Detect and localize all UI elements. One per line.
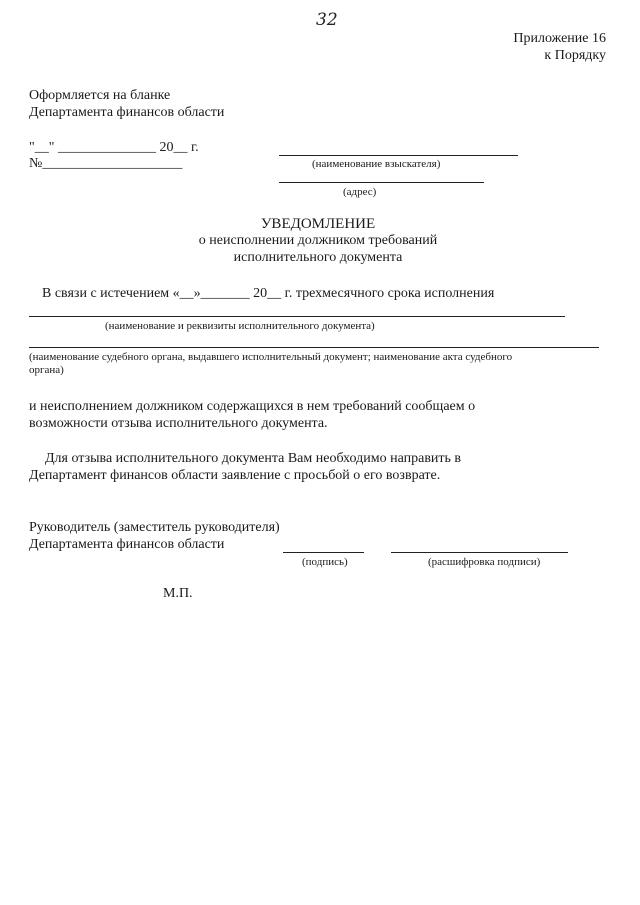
recipient-address-line [279, 182, 484, 183]
date-quote-open: " [29, 140, 35, 155]
caption-document: (наименование и реквизиты исполнительного документа) [105, 320, 375, 332]
appendix-line1: Приложение 16 [513, 31, 606, 46]
caption-court-line1: (наименование судебного органа, выдавшего исполнительный документ; наименование акта судебного [29, 351, 513, 363]
signature-role-line1: Руководитель (заместитель руководителя) [29, 520, 280, 535]
date-day-blank: __ [34, 140, 49, 155]
date-year-prefix: 20 [159, 140, 174, 155]
date-year-blank: __ [173, 140, 188, 155]
decode-caption: (расшифровка подписи) [428, 556, 541, 568]
recipient-name-caption: (наименование взыскателя) [312, 158, 441, 170]
date-year-suffix: г. [190, 140, 199, 155]
recipient-name-line [279, 155, 518, 156]
court-line [29, 347, 599, 348]
signature-caption: (подпись) [302, 556, 348, 568]
stamp-place: М.П. [163, 586, 193, 601]
document-details-line [29, 316, 565, 317]
para3-line1: Для отзыва исполнительного документа Вам необходимо направить в [45, 451, 462, 466]
date-field [29, 140, 199, 156]
page-number: 32 [316, 10, 338, 30]
date-month-blank: ______________ [57, 140, 156, 155]
para3-line2: Департамент финансов области заявление с просьбой о его возврате. [29, 468, 441, 483]
recipient-address-caption: (адрес) [343, 186, 377, 198]
number-blank: ____________________ [42, 156, 183, 171]
para2-line1: и неисполнением должником содержащихся в нем требований сообщаем о [29, 399, 476, 414]
letterhead-line1: Оформляется на бланке [29, 88, 171, 103]
number-field [29, 156, 182, 172]
letterhead-line2: Департамента финансов области [29, 105, 225, 120]
signature-line [283, 552, 364, 553]
title-line1: УВЕДОМЛЕНИЕ [260, 216, 376, 232]
caption-court-line2: органа) [29, 364, 64, 376]
number-label: № [29, 156, 43, 171]
appendix-line2: к Порядку [544, 48, 606, 63]
signature-role-line2: Департамента финансов области [29, 537, 225, 552]
para2-line2: возможности отзыва исполнительного документа. [29, 416, 328, 431]
title-line2: о неисполнении должником требований [198, 233, 438, 248]
date-quote-close: " [48, 140, 55, 155]
title-line3: исполнительного документа [233, 250, 403, 265]
para1-text: В связи с истечением «__»_______ 20__ г. трехмесячного срока исполнения [42, 286, 495, 301]
decode-line [391, 552, 568, 553]
